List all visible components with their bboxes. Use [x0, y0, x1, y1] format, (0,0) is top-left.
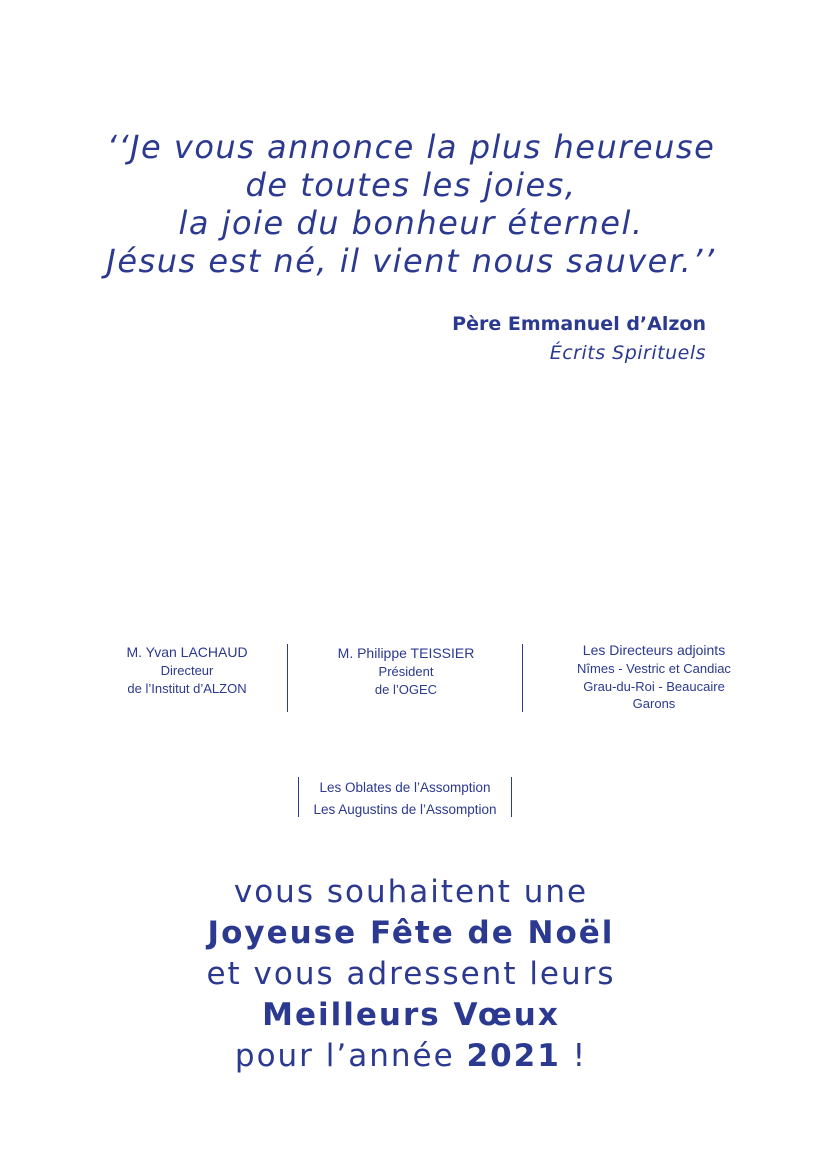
- signatory-role-line: de l’OGEC: [374, 682, 438, 697]
- order-line: Les Oblates de l’Assomption: [319, 780, 491, 795]
- signatory-director: [95, 642, 279, 698]
- signatory-deputy-directors: [555, 640, 753, 713]
- divider: [287, 644, 288, 712]
- signatory-name: M. Yvan LACHAUD: [126, 644, 248, 660]
- quote-attribution: [452, 310, 706, 368]
- quote-line: Jésus est né, il vient nous sauver.’’: [106, 242, 716, 280]
- quote-author: Père Emmanuel d’Alzon: [452, 313, 706, 335]
- quote-line: ‘‘Je vous annonce la plus heureuse: [106, 128, 716, 166]
- signatory-role-line: de l’Institut d’ALZON: [127, 681, 247, 696]
- quote-line: la joie du bonheur éternel.: [178, 204, 644, 242]
- signatories: [0, 640, 822, 714]
- signatory-role-line: Garons: [632, 696, 676, 711]
- divider: [522, 644, 523, 712]
- greeting-line: vous souhaitent une: [233, 874, 589, 910]
- greeting-year-suffix: !: [560, 1038, 588, 1074]
- greeting-line-bold: Meilleurs Vœux: [262, 997, 560, 1033]
- signatory-role-line: Grau-du-Roi - Beaucaire: [583, 678, 725, 694]
- quote-work: Écrits Spirituels: [549, 342, 706, 364]
- greeting-block: [0, 872, 822, 1077]
- order-line: Les Augustins de l’Assomption: [313, 802, 497, 817]
- greeting-year-prefix: pour l’année: [234, 1038, 467, 1074]
- signatory-role-line: Directeur: [160, 663, 214, 678]
- greeting-line: et vous adressent leurs: [206, 956, 616, 992]
- signatory-role-line: Président: [378, 664, 434, 679]
- religious-orders: [298, 777, 512, 817]
- quote-line: de toutes les joies,: [245, 166, 577, 204]
- quote-block: [0, 128, 822, 280]
- signatory-president: [318, 643, 494, 699]
- greeting-year: 2021: [466, 1038, 561, 1074]
- greeting-line-bold: Joyeuse Fête de Noël: [207, 915, 615, 951]
- greeting-line-year: [0, 1036, 822, 1077]
- signatory-role-line: Nîmes - Vestric et Candiac: [577, 661, 731, 676]
- signatory-name: Les Directeurs adjoints: [582, 642, 726, 658]
- signatory-name: M. Philippe TEISSIER: [337, 645, 475, 661]
